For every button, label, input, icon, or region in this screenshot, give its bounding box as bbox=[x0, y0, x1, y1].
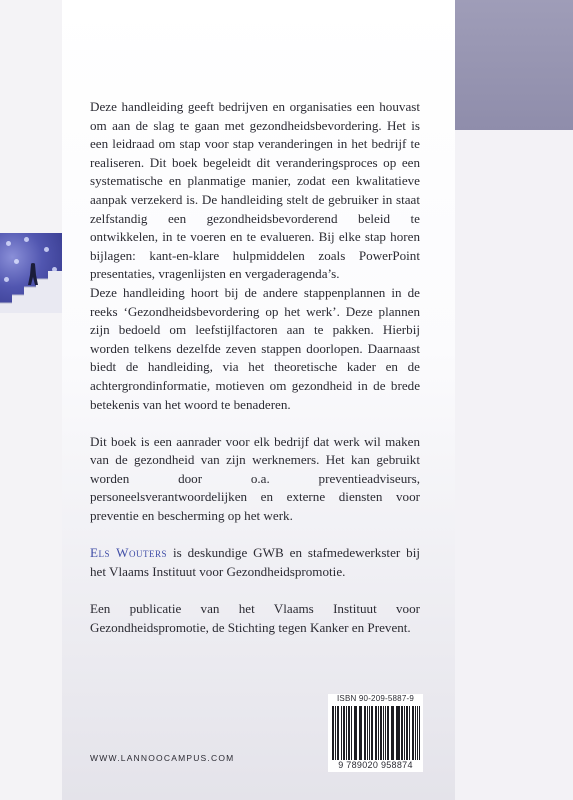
isbn-barcode-box bbox=[328, 694, 423, 772]
barcode-bar bbox=[404, 706, 405, 760]
barcode-number: 9 789020 958874 bbox=[338, 760, 413, 770]
publisher-website: WWW.LANNOOCAMPUS.COM bbox=[90, 753, 235, 763]
left-margin bbox=[0, 0, 62, 800]
barcode-bar bbox=[398, 706, 399, 760]
barcode bbox=[332, 706, 420, 760]
back-cover-text bbox=[90, 98, 420, 637]
barcode-bar bbox=[361, 706, 362, 760]
isbn-label: ISBN 90-209-5887-9 bbox=[337, 694, 414, 703]
author-name: Els Wouters bbox=[90, 545, 168, 561]
barcode-bar bbox=[378, 706, 379, 760]
stairs-illustration bbox=[0, 263, 62, 313]
right-color-band bbox=[455, 0, 573, 800]
description-paragraph: Deze handleiding geeft bedrijven en organisaties een houvast om aan de slag te gaan met gezondheidsbevordering. Het is een leidraad om stap voor stap veranderingen in het bedrijf te realiseren. Dit boek begeleidt dit veranderingsproces op een systematische en planmatige manier, zodat een kwalitatieve aanpak verzekerd is. De handleiding stelt de gebruiker in staat zelfstandig een gezondheidsbevorderend beleid te ontwikkelen, in te voeren en te evalueren. Bij elke stap horen bijlagen: kant-en-klare hulpmiddelen zoals PowerPoint presentaties, vragenlijsten en vergaderagenda’s. bbox=[90, 99, 420, 282]
stairs-photo bbox=[0, 233, 62, 313]
publication-note: Een publicatie van het Vlaams Instituut voor Gezondheidspromotie, de Stichting tegen Kanker en Prevent. bbox=[90, 601, 420, 635]
barcode-bar bbox=[356, 706, 357, 760]
barcode-bar bbox=[413, 706, 414, 760]
climbing-person-icon bbox=[28, 263, 38, 285]
author-paragraph bbox=[90, 544, 420, 581]
audience-paragraph: Dit boek is een aanrader voor elk bedrijf dat werk wil maken van de gezondheid van zijn werknemers. Het kan gebruikt worden door o.a. preventieadviseurs, personeelsverantwoordelijken en externe diensten voor preventie en bescherming op het werk. bbox=[90, 433, 420, 524]
barcode-bar bbox=[333, 706, 334, 760]
author-bio: is deskundige GWB en stafmedewerkster bij het Vlaams Instituut voor Gezondheidspromotie. bbox=[90, 545, 420, 579]
barcode-bar bbox=[407, 706, 408, 760]
barcode-bar bbox=[393, 706, 394, 760]
barcode-bar bbox=[338, 706, 339, 760]
barcode-bar bbox=[388, 706, 389, 760]
barcode-bar bbox=[351, 706, 352, 760]
series-paragraph: Deze handleiding hoort bij de andere stappenplannen in de reeks ‘Gezondheidsbevordering op het werk’. Deze plannen zijn bedoeld om leefstijlfactoren aan te pakken. Hierbij worden telkens dezelfde zeven stappen doorlopen. Daarnaast biedt de handleiding, via het theoretische kader en de achtergrondinformatie, motieven om gezondheid in de brede betekenis van het woord te benaderen. bbox=[90, 284, 420, 412]
